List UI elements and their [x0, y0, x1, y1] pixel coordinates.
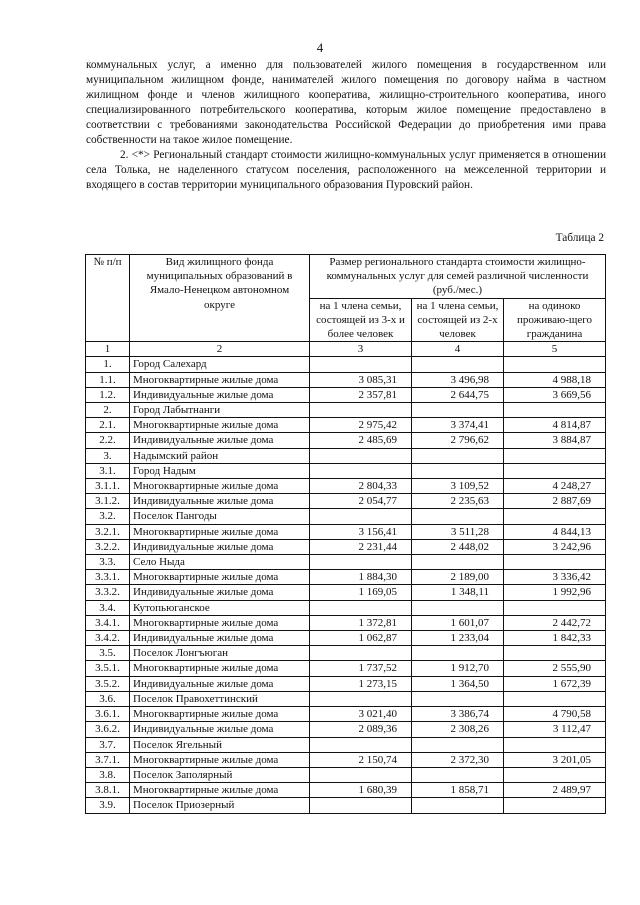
row-number: 3.5.	[86, 646, 130, 661]
row-housing-type: Поселок Приозерный	[130, 798, 310, 813]
row-value-family-2	[412, 555, 504, 570]
row-value-family-2: 3 386,74	[412, 707, 504, 722]
row-housing-type: Индивидуальные жилые дома	[130, 631, 310, 646]
table-row	[86, 418, 606, 433]
row-value-single: 4 988,18	[504, 372, 606, 387]
row-value-single	[504, 767, 606, 782]
row-housing-type: Город Надым	[130, 463, 310, 478]
row-housing-type: Индивидуальные жилые дома	[130, 494, 310, 509]
table-row	[86, 539, 606, 554]
row-value-family-3plus: 2 804,33	[310, 479, 412, 494]
row-number: 3.8.1.	[86, 783, 130, 798]
paragraph-note-2: 2. <*> Региональный стандарт стоимости жилищно-коммунальных услуг применяется в отношении села Толька, не наделенного статусом поселения, расположенного на межселенной территории и входящего в состав территории муниципального образования Пуровский район.	[86, 149, 606, 191]
row-number: 3.2.2.	[86, 539, 130, 554]
table-row	[86, 600, 606, 615]
row-housing-type: Город Лабытнанги	[130, 403, 310, 418]
column-number: 2	[130, 342, 310, 357]
header-family-3plus: на 1 члена семьи, состоящей из 3-х и более человек	[310, 298, 412, 342]
table-row	[86, 691, 606, 706]
row-housing-type: Индивидуальные жилые дома	[130, 722, 310, 737]
row-value-single	[504, 357, 606, 372]
header-row-1	[86, 255, 606, 299]
row-number: 3.4.1.	[86, 615, 130, 630]
row-value-family-3plus: 2 054,77	[310, 494, 412, 509]
row-value-family-3plus	[310, 691, 412, 706]
row-value-family-3plus	[310, 509, 412, 524]
row-value-single: 3 242,96	[504, 539, 606, 554]
page-number: 4	[316, 40, 324, 55]
row-value-family-3plus: 2 975,42	[310, 418, 412, 433]
row-housing-type: Многоквартирные жилые дома	[130, 418, 310, 433]
row-value-single: 4 844,13	[504, 524, 606, 539]
row-value-single: 3 884,87	[504, 433, 606, 448]
row-value-family-3plus: 2 089,36	[310, 722, 412, 737]
table-row	[86, 509, 606, 524]
row-value-family-2: 2 644,75	[412, 387, 504, 402]
row-value-family-3plus: 3 021,40	[310, 707, 412, 722]
row-housing-type: Село Ныда	[130, 555, 310, 570]
row-number: 3.6.1.	[86, 707, 130, 722]
table-row	[86, 798, 606, 813]
row-value-family-2	[412, 357, 504, 372]
row-number: 3.4.	[86, 600, 130, 615]
row-number: 3.1.2.	[86, 494, 130, 509]
row-number: 3.1.	[86, 463, 130, 478]
row-housing-type: Многоквартирные жилые дома	[130, 615, 310, 630]
body-text	[86, 58, 606, 193]
row-value-family-3plus	[310, 600, 412, 615]
row-value-single	[504, 646, 606, 661]
row-value-single: 4 790,58	[504, 707, 606, 722]
table-row	[86, 494, 606, 509]
row-value-family-2	[412, 798, 504, 813]
row-value-family-2: 1 364,50	[412, 676, 504, 691]
paragraph-continuation: коммунальных услуг, а именно для пользователей жилого помещения в государственном или муниципальном жилищном фонде, нанимателей жилого помещения по договору найма в частном жилищном фонде и членов жилищного кооператива, жилищно-строительного кооператива, иного специализированного потребительского кооператива, которым жилое помещение предоставлено в соответствии с требованиями законодательства Российской Федерации до приобретения ими права собственности на такое жилое помещение.	[86, 59, 606, 146]
row-value-family-3plus: 1 169,05	[310, 585, 412, 600]
row-value-single: 3 669,56	[504, 387, 606, 402]
table-row	[86, 707, 606, 722]
table-row	[86, 433, 606, 448]
column-number-row	[86, 342, 606, 357]
row-value-family-3plus	[310, 448, 412, 463]
row-value-family-2	[412, 448, 504, 463]
row-value-family-3plus: 1 273,15	[310, 676, 412, 691]
row-value-single: 1 842,33	[504, 631, 606, 646]
row-value-family-2: 2 796,62	[412, 433, 504, 448]
table-body	[86, 357, 606, 813]
row-value-family-3plus	[310, 767, 412, 782]
row-value-family-2: 3 109,52	[412, 479, 504, 494]
row-housing-type: Поселок Лонгъюган	[130, 646, 310, 661]
row-value-family-3plus: 2 231,44	[310, 539, 412, 554]
row-housing-type: Индивидуальные жилые дома	[130, 433, 310, 448]
row-housing-type: Поселок Правохеттинский	[130, 691, 310, 706]
table-row	[86, 463, 606, 478]
row-value-single: 2 442,72	[504, 615, 606, 630]
row-housing-type: Многоквартирные жилые дома	[130, 752, 310, 767]
row-value-single	[504, 737, 606, 752]
row-value-single	[504, 403, 606, 418]
table-row	[86, 646, 606, 661]
table-row	[86, 661, 606, 676]
row-number: 3.6.	[86, 691, 130, 706]
row-value-family-2: 1 858,71	[412, 783, 504, 798]
row-value-single: 4 248,27	[504, 479, 606, 494]
row-value-single	[504, 463, 606, 478]
row-number: 2.1.	[86, 418, 130, 433]
row-value-single	[504, 448, 606, 463]
table-row	[86, 555, 606, 570]
row-value-single: 1 672,39	[504, 676, 606, 691]
row-number: 3.5.2.	[86, 676, 130, 691]
row-value-family-2	[412, 737, 504, 752]
row-value-family-3plus	[310, 798, 412, 813]
row-number: 2.2.	[86, 433, 130, 448]
row-value-family-2: 3 496,98	[412, 372, 504, 387]
row-value-family-3plus: 1 062,87	[310, 631, 412, 646]
table-row	[86, 403, 606, 418]
table-row	[86, 737, 606, 752]
table-row	[86, 524, 606, 539]
table-row	[86, 357, 606, 372]
row-housing-type: Поселок Заполярный	[130, 767, 310, 782]
table-row	[86, 783, 606, 798]
row-value-family-3plus	[310, 463, 412, 478]
table-row	[86, 615, 606, 630]
table-row	[86, 722, 606, 737]
row-housing-type: Город Салехард	[130, 357, 310, 372]
column-number: 4	[412, 342, 504, 357]
row-number: 3.	[86, 448, 130, 463]
row-number: 3.3.	[86, 555, 130, 570]
row-value-family-2	[412, 509, 504, 524]
row-value-single	[504, 600, 606, 615]
row-value-family-2: 2 372,30	[412, 752, 504, 767]
row-value-family-2	[412, 403, 504, 418]
row-number: 3.7.	[86, 737, 130, 752]
row-housing-type: Поселок Ягельный	[130, 737, 310, 752]
row-value-family-3plus: 3 156,41	[310, 524, 412, 539]
row-housing-type: Индивидуальные жилые дома	[130, 585, 310, 600]
row-value-family-2: 1 348,11	[412, 585, 504, 600]
row-value-single	[504, 798, 606, 813]
row-number: 3.6.2.	[86, 722, 130, 737]
row-value-single	[504, 555, 606, 570]
row-number: 3.9.	[86, 798, 130, 813]
row-number: 1.2.	[86, 387, 130, 402]
row-number: 3.5.1.	[86, 661, 130, 676]
row-value-family-2	[412, 767, 504, 782]
table-row	[86, 752, 606, 767]
tariff-table-container	[85, 254, 605, 814]
row-value-single	[504, 509, 606, 524]
row-housing-type: Многоквартирные жилые дома	[130, 707, 310, 722]
table-row	[86, 676, 606, 691]
header-single: на одиноко проживаю-щего гражданина	[504, 298, 606, 342]
row-value-family-2	[412, 463, 504, 478]
row-value-single: 4 814,87	[504, 418, 606, 433]
row-value-family-2: 2 189,00	[412, 570, 504, 585]
row-value-family-3plus: 1 737,52	[310, 661, 412, 676]
row-value-single: 2 887,69	[504, 494, 606, 509]
row-value-family-3plus: 2 357,81	[310, 387, 412, 402]
row-value-single: 2 489,97	[504, 783, 606, 798]
row-value-family-2: 1 601,07	[412, 615, 504, 630]
row-value-family-3plus	[310, 646, 412, 661]
row-value-family-2: 2 448,02	[412, 539, 504, 554]
header-housing-type: Вид жилищного фонда муниципальных образований в Ямало-Ненецком автономном округе	[130, 255, 310, 342]
row-value-single: 2 555,90	[504, 661, 606, 676]
row-value-family-3plus: 1 884,30	[310, 570, 412, 585]
tariff-table	[85, 254, 606, 814]
column-number: 3	[310, 342, 412, 357]
row-value-family-3plus: 1 372,81	[310, 615, 412, 630]
row-housing-type: Кутопьюганское	[130, 600, 310, 615]
row-number: 3.3.1.	[86, 570, 130, 585]
row-value-family-3plus	[310, 357, 412, 372]
table-row	[86, 570, 606, 585]
table-row	[86, 479, 606, 494]
row-value-family-2: 1 233,04	[412, 631, 504, 646]
table-row	[86, 372, 606, 387]
row-value-family-3plus	[310, 737, 412, 752]
row-number: 1.1.	[86, 372, 130, 387]
row-number: 3.7.1.	[86, 752, 130, 767]
row-value-family-3plus	[310, 555, 412, 570]
table-row	[86, 387, 606, 402]
row-housing-type: Индивидуальные жилые дома	[130, 539, 310, 554]
column-number: 1	[86, 342, 130, 357]
row-housing-type: Многоквартирные жилые дома	[130, 570, 310, 585]
table-row	[86, 631, 606, 646]
row-value-family-2: 2 308,26	[412, 722, 504, 737]
row-number: 1.	[86, 357, 130, 372]
row-housing-type: Поселок Пангоды	[130, 509, 310, 524]
row-value-family-2: 3 374,41	[412, 418, 504, 433]
header-standard-group: Размер регионального стандарта стоимости жилищно-коммунальных услуг для семей различной численности (руб./мес.)	[310, 255, 606, 299]
row-value-family-3plus: 1 680,39	[310, 783, 412, 798]
row-housing-type: Многоквартирные жилые дома	[130, 783, 310, 798]
column-number: 5	[504, 342, 606, 357]
table-label: Таблица 2	[555, 232, 604, 244]
row-number: 3.2.1.	[86, 524, 130, 539]
row-housing-type: Индивидуальные жилые дома	[130, 676, 310, 691]
row-value-single	[504, 691, 606, 706]
row-value-single: 3 112,47	[504, 722, 606, 737]
row-value-family-2	[412, 691, 504, 706]
row-housing-type: Многоквартирные жилые дома	[130, 372, 310, 387]
row-value-family-2	[412, 646, 504, 661]
row-value-family-2	[412, 600, 504, 615]
row-value-family-2: 2 235,63	[412, 494, 504, 509]
table-row	[86, 448, 606, 463]
row-housing-type: Индивидуальные жилые дома	[130, 387, 310, 402]
row-value-family-2: 1 912,70	[412, 661, 504, 676]
row-number: 3.3.2.	[86, 585, 130, 600]
row-number: 3.2.	[86, 509, 130, 524]
row-value-family-2: 3 511,28	[412, 524, 504, 539]
row-number: 2.	[86, 403, 130, 418]
row-housing-type: Многоквартирные жилые дома	[130, 479, 310, 494]
row-number: 3.1.1.	[86, 479, 130, 494]
row-value-family-3plus: 2 150,74	[310, 752, 412, 767]
row-value-family-3plus: 2 485,69	[310, 433, 412, 448]
header-number: № п/п	[86, 255, 130, 342]
row-housing-type: Многоквартирные жилые дома	[130, 524, 310, 539]
table-row	[86, 585, 606, 600]
row-number: 3.8.	[86, 767, 130, 782]
row-value-family-3plus: 3 085,31	[310, 372, 412, 387]
row-number: 3.4.2.	[86, 631, 130, 646]
table-row	[86, 767, 606, 782]
row-value-single: 3 201,05	[504, 752, 606, 767]
row-value-family-3plus	[310, 403, 412, 418]
row-value-single: 1 992,96	[504, 585, 606, 600]
row-housing-type: Надымский район	[130, 448, 310, 463]
row-housing-type: Многоквартирные жилые дома	[130, 661, 310, 676]
row-value-single: 3 336,42	[504, 570, 606, 585]
header-family-2: на 1 члена семьи, состоящей из 2-х человек	[412, 298, 504, 342]
